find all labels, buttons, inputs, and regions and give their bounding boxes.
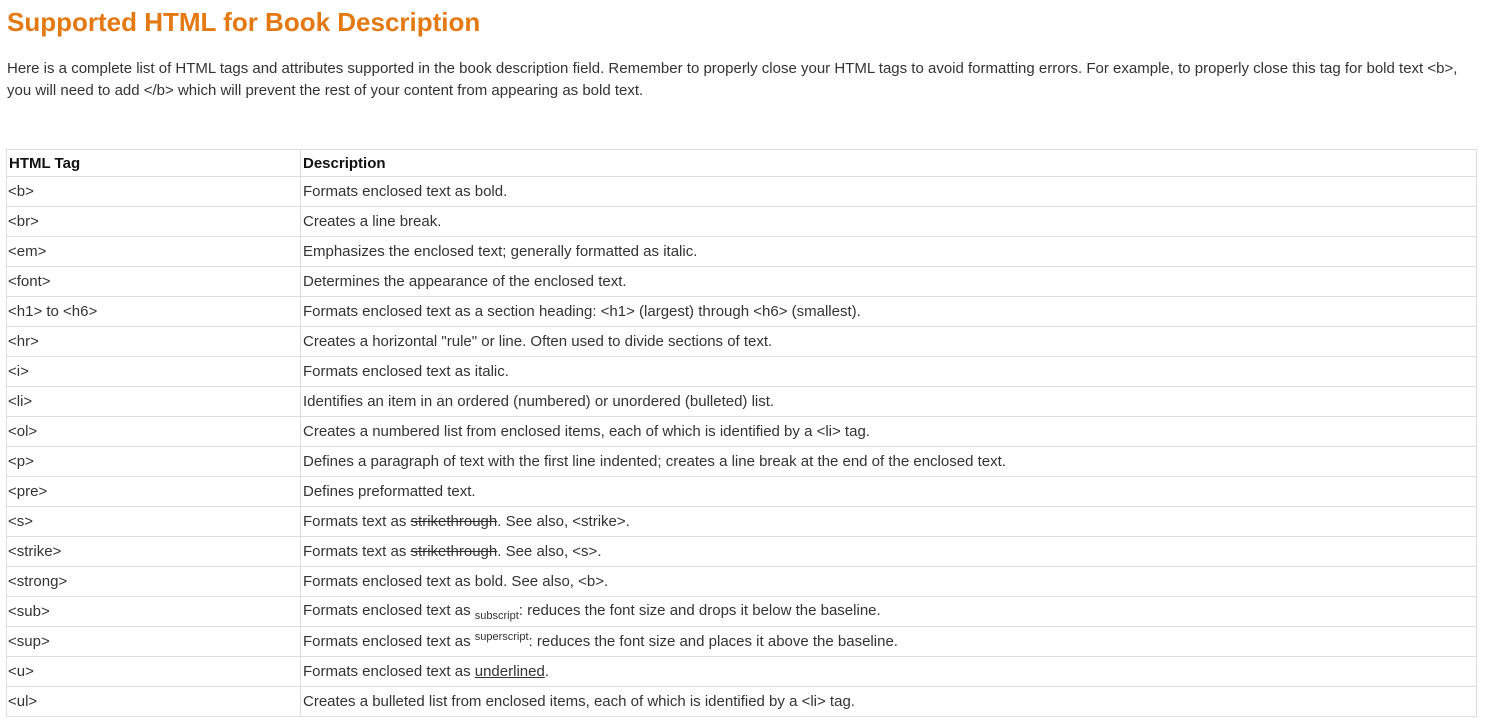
table-row xyxy=(7,537,1477,567)
table-header-row xyxy=(7,150,1477,177)
tag-cell: <b> xyxy=(7,177,301,207)
underline-sample: underlined xyxy=(474,663,545,680)
description-text: . xyxy=(544,663,549,680)
strikethrough-sample: strikethrough xyxy=(410,543,498,560)
strikethrough-sample: strikethrough xyxy=(410,513,498,530)
description-cell xyxy=(301,597,1477,627)
column-header-description: Description xyxy=(301,150,1477,177)
tag-cell: <h1> to <h6> xyxy=(7,297,301,327)
subscript-sample: subscript xyxy=(474,609,519,622)
description-cell: Emphasizes the enclosed text; generally formatted as italic. xyxy=(301,237,1477,267)
tag-cell: <p> xyxy=(7,447,301,477)
tag-cell: <font> xyxy=(7,267,301,297)
table-row xyxy=(7,237,1477,267)
tag-cell: <sub> xyxy=(7,597,301,627)
description-text: : reduces the font size and drops it below the baseline. xyxy=(518,601,881,619)
description-text: : reduces the font size and places it above the baseline. xyxy=(528,633,898,650)
tag-cell: <i> xyxy=(7,357,301,387)
description-text: Formats text as xyxy=(303,513,411,530)
description-cell: Creates a numbered list from enclosed items, each of which is identified by a <li> tag. xyxy=(301,417,1477,447)
tag-cell: <li> xyxy=(7,387,301,417)
table-row xyxy=(7,357,1477,387)
description-text: Formats enclosed text as xyxy=(303,633,475,650)
tag-cell: <ol> xyxy=(7,417,301,447)
tag-cell: <em> xyxy=(7,237,301,267)
table-row xyxy=(7,507,1477,537)
description-cell: Formats enclosed text as italic. xyxy=(301,357,1477,387)
table-row xyxy=(7,657,1477,687)
table-row xyxy=(7,417,1477,447)
description-cell xyxy=(301,507,1477,537)
table-row xyxy=(7,567,1477,597)
description-text: Formats enclosed text as xyxy=(303,663,475,680)
description-text: Formats text as xyxy=(303,543,411,560)
table-row xyxy=(7,687,1477,717)
tag-cell: <pre> xyxy=(7,477,301,507)
description-text: . See also, <strike>. xyxy=(497,513,630,530)
superscript-sample: superscript xyxy=(474,631,529,643)
description-cell: Defines preformatted text. xyxy=(301,477,1477,507)
description-cell xyxy=(301,627,1477,657)
description-text: Formats enclosed text as xyxy=(303,601,475,619)
description-cell: Identifies an item in an ordered (numbered) or unordered (bulleted) list. xyxy=(301,387,1477,417)
intro-paragraph: Here is a complete list of HTML tags and attributes supported in the book description field. Remember to properly close your HTML tags to avoid formatting errors. For example, to properly close this tag for bold text <b>, you will need to add </b> which will prevent the rest of your content from appearing as bold text. xyxy=(7,60,1458,99)
html-tags-table xyxy=(6,149,1477,717)
table-row xyxy=(7,297,1477,327)
table-row xyxy=(7,207,1477,237)
tag-cell: <sup> xyxy=(7,627,301,657)
tag-cell: <u> xyxy=(7,657,301,687)
column-header-tag: HTML Tag xyxy=(7,150,301,177)
table-row xyxy=(7,627,1477,657)
description-cell: Determines the appearance of the enclosed text. xyxy=(301,267,1477,297)
tag-cell: <s> xyxy=(7,507,301,537)
description-cell: Creates a horizontal "rule" or line. Often used to divide sections of text. xyxy=(301,327,1477,357)
table-row xyxy=(7,327,1477,357)
description-text: . See also, <s>. xyxy=(497,543,602,560)
description-cell xyxy=(301,657,1477,687)
page-title: Supported HTML for Book Description xyxy=(7,7,481,37)
description-cell: Creates a bulleted list from enclosed items, each of which is identified by a <li> tag. xyxy=(301,687,1477,717)
description-cell: Formats enclosed text as bold. See also, <b>. xyxy=(301,567,1477,597)
description-cell: Formats enclosed text as a section heading: <h1> (largest) through <h6> (smallest). xyxy=(301,297,1477,327)
table-row xyxy=(7,447,1477,477)
description-cell: Creates a line break. xyxy=(301,207,1477,237)
table-row xyxy=(7,387,1477,417)
tag-cell: <br> xyxy=(7,207,301,237)
table-row xyxy=(7,177,1477,207)
description-cell xyxy=(301,537,1477,567)
tag-cell: <hr> xyxy=(7,327,301,357)
tag-cell: <ul> xyxy=(7,687,301,717)
tag-cell: <strong> xyxy=(7,567,301,597)
tag-cell: <strike> xyxy=(7,537,301,567)
description-cell: Formats enclosed text as bold. xyxy=(301,177,1477,207)
table-row xyxy=(7,267,1477,297)
table-row xyxy=(7,597,1477,627)
description-cell: Defines a paragraph of text with the first line indented; creates a line break at the end of the enclosed text. xyxy=(301,447,1477,477)
table-row xyxy=(7,477,1477,507)
